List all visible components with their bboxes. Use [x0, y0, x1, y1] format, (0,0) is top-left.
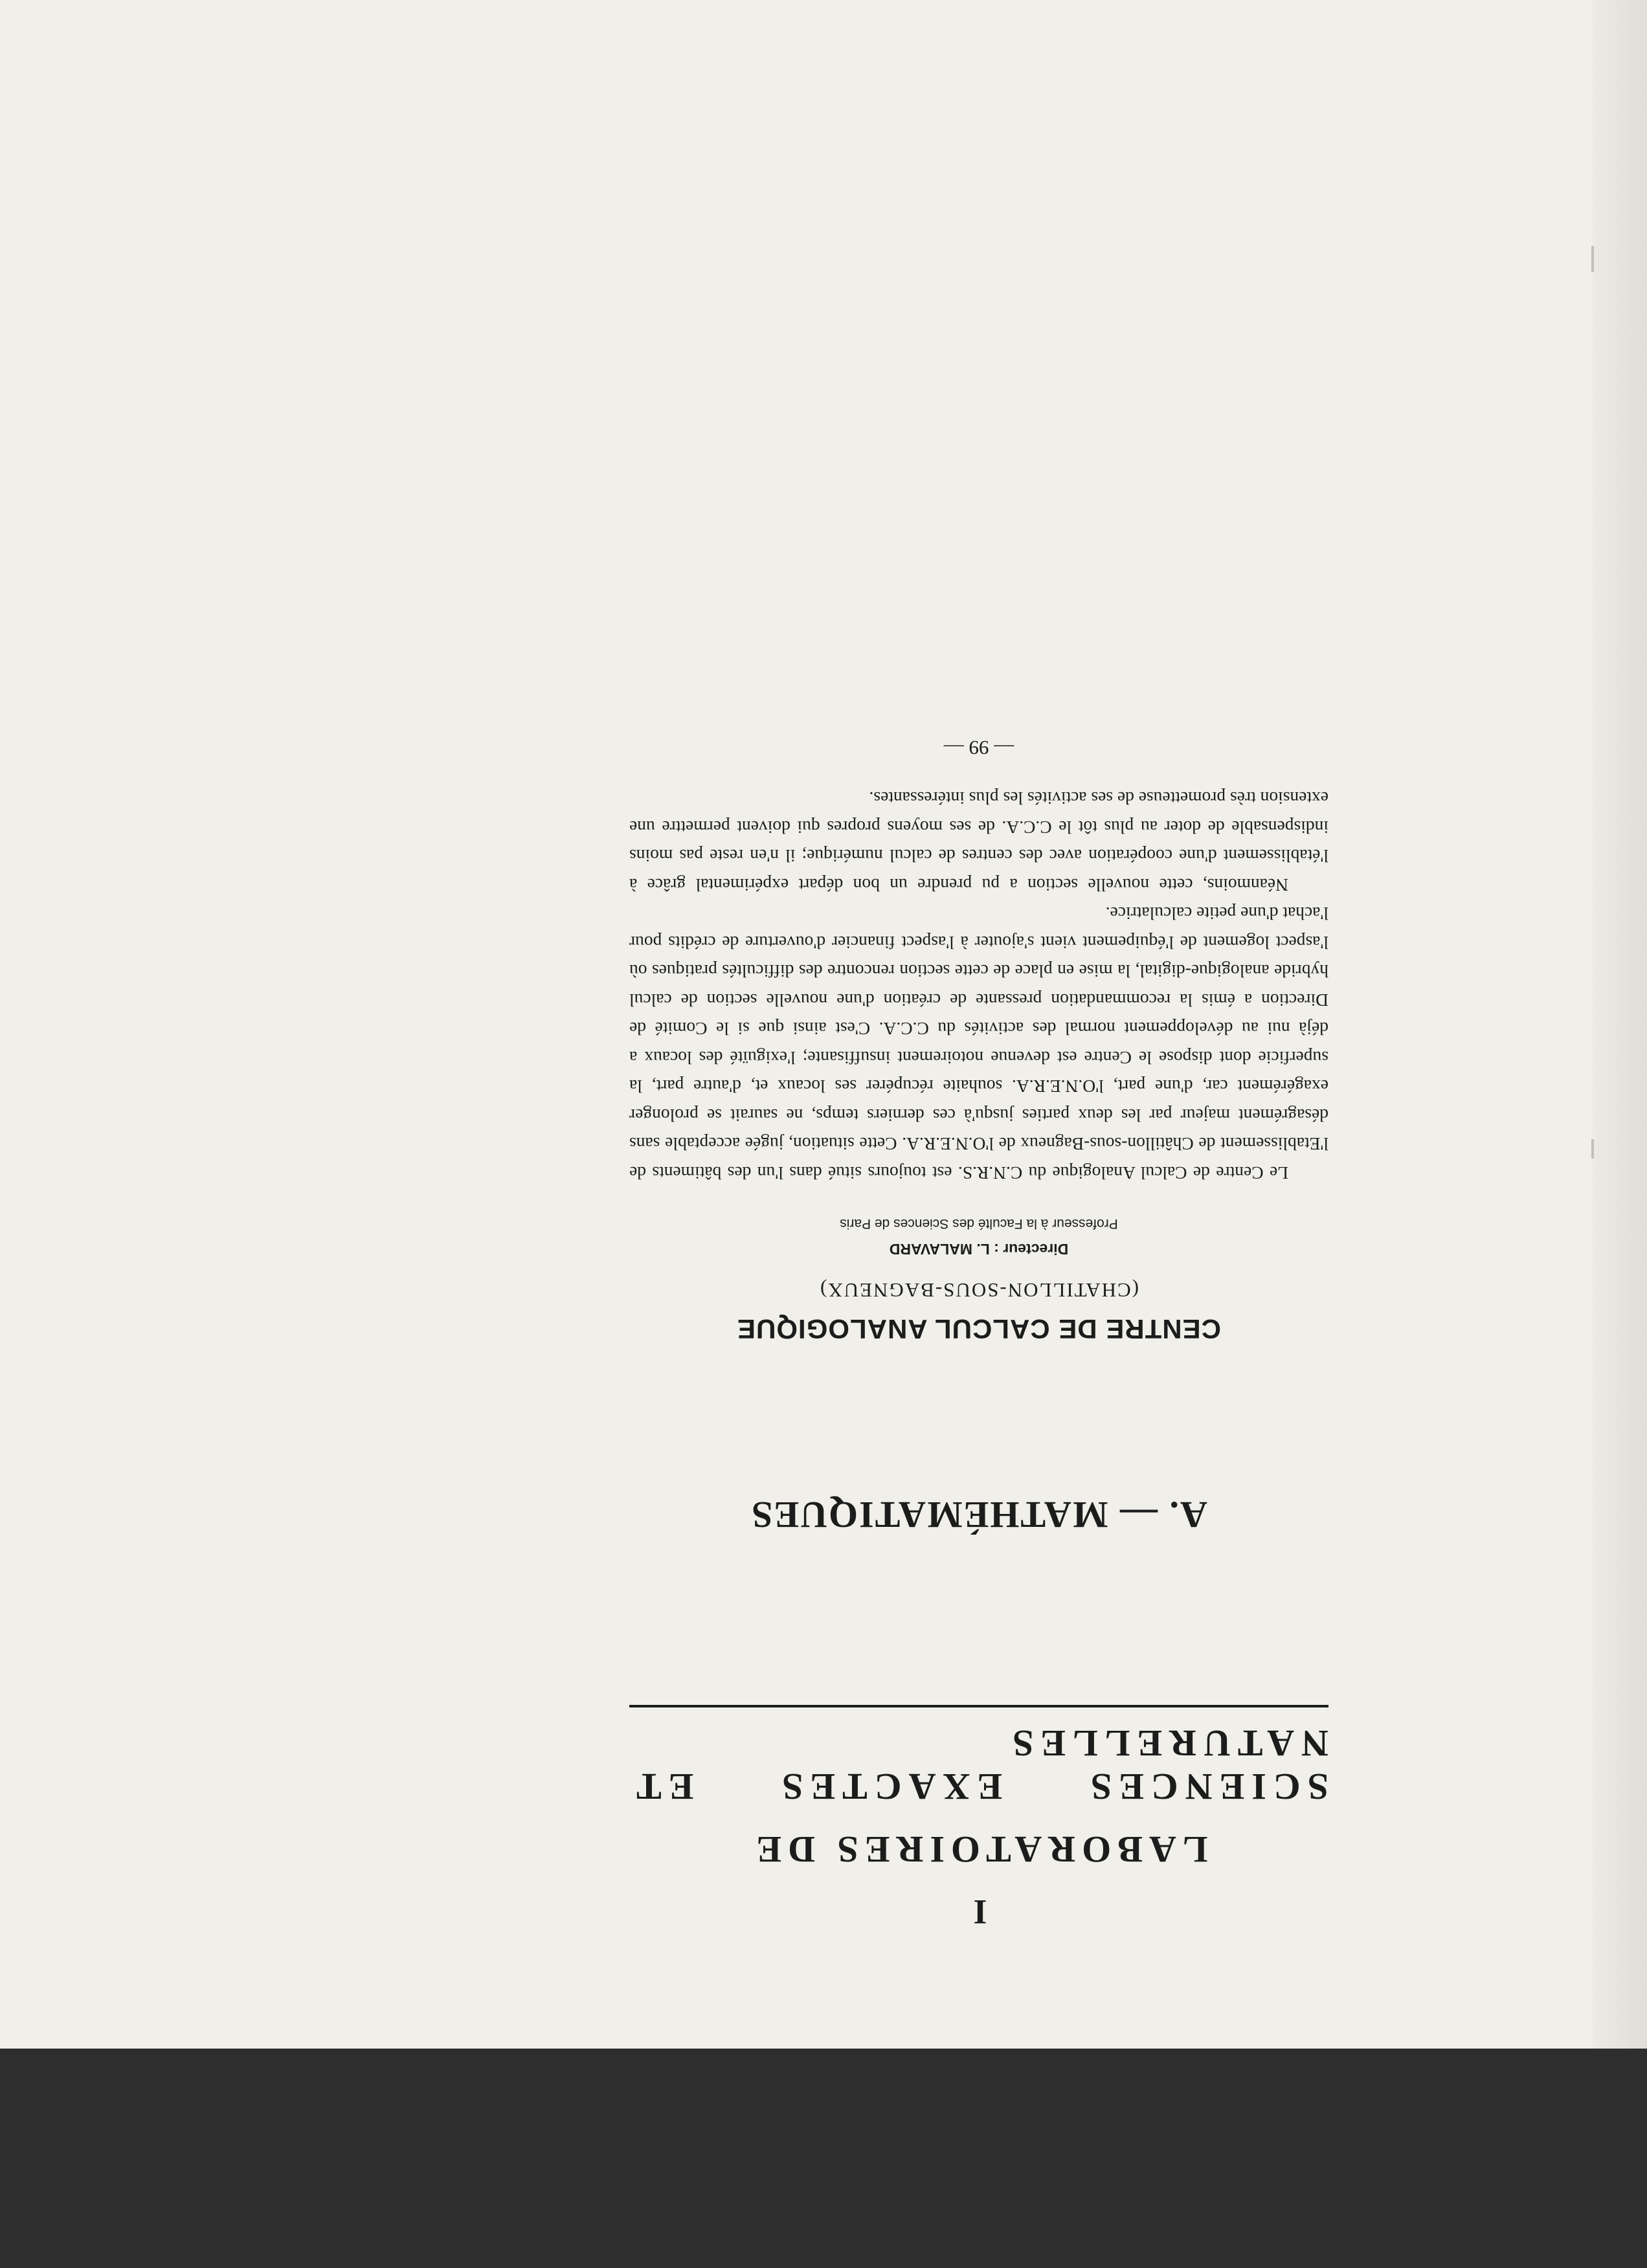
lab-location: (CHATILLON-SOUS-BAGNEUX) [818, 1279, 1139, 1302]
page-number: — 99 — [943, 737, 1014, 759]
subsection-heading: A. — MATHÉMATIQUES [750, 1494, 1207, 1536]
lab-director-title: Professeur à la Faculté des Sciences de Paris [840, 1216, 1118, 1231]
section-heading-line1: LABORATOIRES DE [750, 1829, 1208, 1871]
body-paragraph: Le Centre de Calcul Analogique du C.N.R.S. est toujours situé dans l'un des bâtiments de l'Etablissement de Châtillon-sous-Bagneux de l'O.N.E.R.A. Cette situation, jugée acceptable sans désagrément majeur par les deux parties jusqu'à ces derniers temps, ne saurait se prolonger exagérément car, d'une part, l'O.N.E.R.A. souhaite récupérer ses locaux et, d'autre part, la superficie dont dispose le Centre est devenue notoirement insuffisante; l'exiguïté des locaux a déjà nui au développement normal des activités du C.C.A. C'est ainsi que si le Comité de Direction a émis la recommandation pressante de création d'une nouvelle section de calcul hybride analogique-digital, la mise en place de cette section rencontre des difficultés pratiques où l'aspect logement de l'équipement vient s'ajouter à l'aspect financier d'ouverture de crédits pour l'achat d'une petite calculatrice. [629, 904, 1328, 1183]
heading-rule [629, 1705, 1328, 1707]
body-paragraph: Néanmoins, cette nouvelle section a pu prendre un bon départ expérimental grâce à l'établissement d'une coopération avec des centres de calcul numérique; il n'en reste pas moins indispensable de doter au plus tôt le C.C.A. de ses moyens propres qui doivent permettre une extension très prometteuse de ses activités les plus intéressantes. [629, 788, 1328, 895]
section-heading-line2: SCIENCES EXACTES ET NATURELLES [629, 1722, 1328, 1808]
part-number: I [970, 1893, 987, 1931]
scanner-background [0, 2049, 1647, 2268]
page-content [629, 736, 1328, 1932]
lab-director: Directeur : L. MALAVARD [889, 1241, 1069, 1258]
lab-name: CENTRE DE CALCUL ANALOGIQUE [737, 1314, 1222, 1344]
